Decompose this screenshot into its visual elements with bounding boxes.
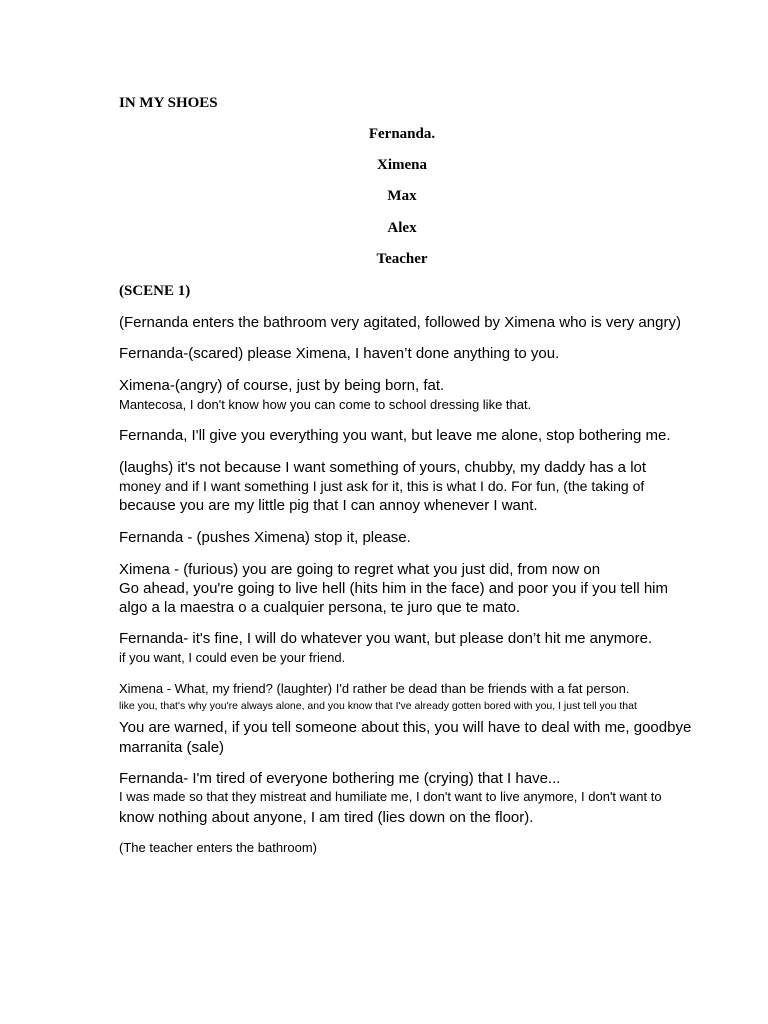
character-name: Ximena bbox=[377, 157, 427, 173]
script-line: Fernanda, I'll give you everything you want, but leave me alone, stop bothering me. bbox=[119, 427, 671, 444]
script-line: Fernanda-(scared) please Ximena, I haven’t done anything to you. bbox=[119, 345, 560, 362]
script-line: Ximena - What, my friend? (laughter) I'd rather be dead than be friends with a fat person. bbox=[119, 681, 630, 696]
script-line: algo a la maestra o a cualquier persona, te juro que te mato. bbox=[119, 599, 521, 616]
script-line: know nothing about anyone, I am tired (lies down on the floor). bbox=[119, 809, 534, 826]
script-line: (The teacher enters the bathroom) bbox=[119, 840, 317, 855]
character-name: Max bbox=[387, 188, 417, 204]
script-line: Mantecosa, I don't know how you can come to school dressing like that. bbox=[119, 397, 532, 412]
script-line: I was made so that they mistreat and humiliate me, I don't want to live anymore, I don't want to bbox=[119, 789, 662, 804]
script-line: marranita (sale) bbox=[119, 739, 225, 756]
script-line: like you, that's why you're always alone, and you know that I've already gotten bored with you, I just tell you that bbox=[119, 700, 637, 712]
character-name: Fernanda. bbox=[368, 126, 436, 142]
script-line: if you want, I could even be your friend. bbox=[119, 650, 346, 665]
script-line: Fernanda- I'm tired of everyone bothering me (crying) that I have... bbox=[119, 770, 561, 787]
script-line: You are warned, if you tell someone about this, you will have to deal with me, goodbye bbox=[119, 719, 692, 736]
document-title: IN MY SHOES bbox=[119, 95, 218, 111]
script-line: Ximena - (furious) you are going to regret what you just did, from now on bbox=[119, 561, 601, 578]
script-line: money and if I want something I just ask for it, this is what I do. For fun, (the taking of bbox=[119, 478, 645, 494]
character-name: Teacher bbox=[376, 251, 428, 267]
script-line: (laughs) it's not because I want something of yours, chubby, my daddy has a lot bbox=[119, 459, 647, 476]
character-name: Alex bbox=[387, 220, 417, 236]
script-line: Fernanda - (pushes Ximena) stop it, please. bbox=[119, 529, 411, 546]
script-line: (Fernanda enters the bathroom very agitated, followed by Ximena who is very angry) bbox=[119, 314, 681, 331]
script-line: Fernanda- it's fine, I will do whatever you want, but please don’t hit me anymore. bbox=[119, 630, 653, 647]
scene-heading: (SCENE 1) bbox=[119, 283, 191, 299]
script-line: Go ahead, you're going to live hell (hits him in the face) and poor you if you tell him bbox=[119, 580, 669, 597]
script-line: Ximena-(angry) of course, just by being born, fat. bbox=[119, 377, 445, 394]
script-line: because you are my little pig that I can annoy whenever I want. bbox=[119, 497, 538, 514]
